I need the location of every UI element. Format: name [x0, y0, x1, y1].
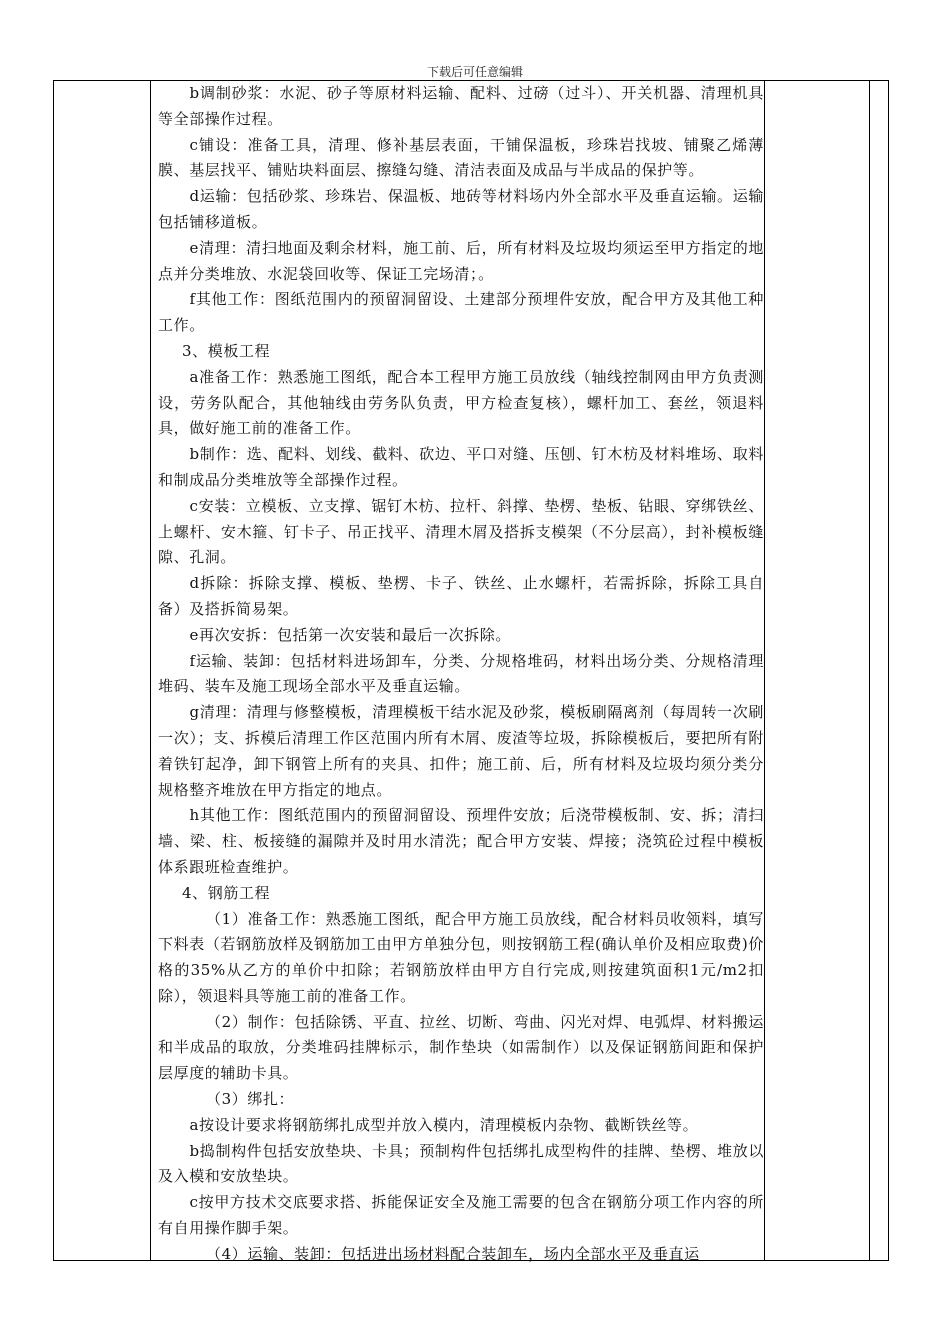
paragraph: f其他工作：图纸范围内的预留洞留设、土建部分预埋件安放，配合甲方及其他工种工作。	[158, 290, 764, 335]
paragraph: c安装：立模板、立支撑、锯钉木枋、拉杆、斜撑、垫楞、垫板、钻眼、穿绑铁丝、上螺杆、安木箍、钉卡子、吊正找平、清理木屑及搭拆支模架（不分层高），封补模板缝隙、孔洞。	[158, 496, 764, 567]
column-divider	[764, 81, 765, 1260]
column-divider	[150, 81, 151, 1260]
paragraph: b制作：选、配料、划线、截料、砍边、平口对缝、压刨、钉木枋及材料堆场、取料和制成品分类堆放等全部操作过程。	[158, 445, 764, 489]
column-divider	[869, 81, 870, 1260]
paragraph: d运输：包括砂浆、珍珠岩、保温板、地砖等材料场内外全部水平及垂直运输。运输包括铺移道板。	[158, 187, 764, 231]
paragraph: （3）绑扎：	[206, 1090, 295, 1109]
paragraph: b捣制构件包括安放垫块、卡具；预制构件包括绑扎成型构件的挂牌、垫楞、堆放以及入模和安放垫块。	[158, 1141, 764, 1186]
paragraph: c铺设：准备工具，清理、修补基层表面，干铺保温板，珍珠岩找坡、铺聚乙烯薄膜、基层找平、铺贴块料面层、擦缝勾缝、清洁表面及成品与半成品的保护等。	[158, 135, 764, 180]
paragraph: e再次安拆：包括第一次安装和最后一次拆除。	[189, 625, 511, 644]
section-heading: 3、模板工程	[182, 341, 271, 360]
paragraph: （4）运输、装卸：包括进出场材料配合装卸车，场内全部水平及垂直运	[206, 1244, 700, 1263]
paragraph: g清理：清理与修整模板，清理模板干结水泥及砂浆，模板刷隔离剂（每周转一次刷一次）；支、拆模后清理工作区范围内所有木屑、废渣等垃圾，拆除模板后，要把所有附着铁钉起净，卸下钢管上所有的夹具、扣件；施工前、后，所有材料及垃圾均须分类分规格整齐堆放在甲方指定的地点。	[158, 703, 764, 799]
page-header: 下载后可任意编辑	[426, 65, 523, 79]
content-cell	[158, 81, 764, 1268]
paragraph: e清理：清扫地面及剩余材料，施工前、后，所有材料及垃圾均须运至甲方指定的地点并分类堆放、水泥袋回收等、保证工完场清；。	[158, 238, 764, 283]
paragraph: a准备工作：熟悉施工图纸，配合本工程甲方施工员放线（轴线控制网由甲方负责测设，劳务队配合，其他轴线由劳务队负责，甲方检查复核），螺杆加工、套丝，领退料具，做好施工前的准备工作。	[158, 367, 764, 438]
section-heading: 4、钢筋工程	[182, 883, 271, 902]
paragraph: c按甲方技术交底要求搭、拆能保证安全及施工需要的包含在钢筋分项工作内容的所有自用操作脚手架。	[158, 1193, 764, 1238]
paragraph: b调制砂浆：水泥、砂子等原材料运输、配料、过磅（过斗）、开关机器、清理机具等全部操作过程。	[158, 84, 764, 128]
paragraph: d拆除：拆除支撑、模板、垫楞、卡子、铁丝、止水螺杆，若需拆除，拆除工具自备）及搭拆简易架。	[158, 574, 764, 618]
paragraph: a按设计要求将钢筋绑扎成型并放入模内，清理模板内杂物、截断铁丝等。	[189, 1115, 699, 1134]
paragraph: h其他工作：图纸范围内的预留洞留设、预埋件安放；后浇带模板制、安、拆；清扫墙、梁、柱、板接缝的漏隙并及时用水清洗；配合甲方安装、焊接；浇筑砼过程中模板体系跟班检查维护。	[158, 806, 764, 876]
paragraph: f运输、装卸：包括材料进场卸车，分类、分规格堆码，材料出场分类、分规格清理堆码、装车及施工现场全部水平及垂直运输。	[158, 651, 764, 696]
paragraph: （1）准备工作：熟悉施工图纸，配合甲方施工员放线，配合材料员收领料，填写下料表（若钢筋放样及钢筋加工由甲方单独分包，则按钢筋工程(确认单价及相应取费)价格的35%从乙方的单价中扣除；若钢筋放样由甲方自行完成,则按建筑面积1元/m2扣除），领退料具等施工前的准备工作。	[158, 909, 764, 1005]
paragraph: （2）制作：包括除锈、平直、拉丝、切断、弯曲、闪光对焊、电弧焊、材料搬运和半成品的取放，分类堆码挂牌标示，制作垫块（如需制作）以及保证钢筋间距和保护层厚度的辅助卡具。	[158, 1012, 764, 1083]
